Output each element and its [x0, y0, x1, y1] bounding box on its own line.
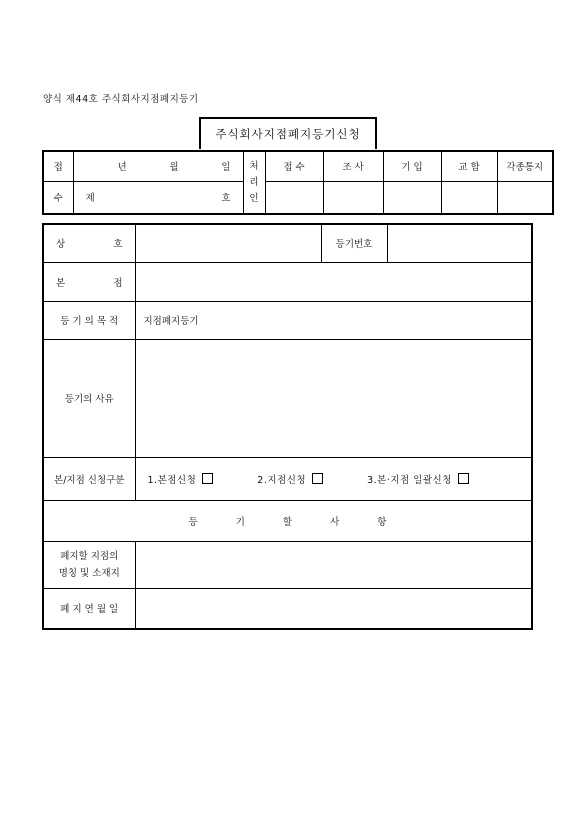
day-label: 일 [221, 162, 231, 174]
receipt-jeop: 접 [43, 151, 73, 181]
option-head-office-label: 1.본점신청 [147, 474, 197, 486]
header-josa: 조 사 [323, 151, 383, 181]
checkbox-branch[interactable] [312, 473, 323, 484]
header-giip: 기 입 [383, 151, 441, 181]
company-name-char-2: 호 [113, 239, 123, 251]
cell-gyohap[interactable] [441, 181, 497, 214]
form-title: 주식회사지점폐지등기신청 [199, 117, 377, 149]
company-name-field[interactable] [135, 224, 321, 262]
cell-josa[interactable] [323, 181, 383, 214]
reason-label: 등기의 사유 [43, 339, 135, 457]
purpose-value[interactable]: 지점폐지등기 [135, 301, 532, 339]
head-office-char-1: 본 [56, 277, 66, 289]
reason-field[interactable] [135, 339, 532, 457]
head-office-char-2: 점 [113, 277, 123, 289]
year-label: 년 [117, 162, 127, 174]
closure-date-label: 폐 지 연 월 일 [43, 588, 135, 629]
receipt-su: 수 [43, 181, 73, 214]
company-name-char-1: 상 [56, 239, 66, 251]
receipt-table [42, 150, 554, 215]
branch-field[interactable] [135, 541, 532, 588]
reg-number-field[interactable] [387, 224, 532, 262]
form-number-label: 양식 제44호 주식회사지점폐지등기 [43, 94, 199, 105]
processor-label [243, 151, 265, 214]
branch-label-line-1: 폐지할 지점의 [60, 550, 119, 562]
cell-jeopsu[interactable] [265, 181, 323, 214]
je-label: 제 [85, 193, 95, 205]
processor-char-2: 리 [249, 176, 259, 188]
head-office-field[interactable] [135, 262, 532, 301]
company-name-label [43, 224, 135, 262]
ho-label: 호 [221, 193, 231, 205]
receipt-number-cell[interactable] [73, 181, 243, 214]
apply-type-options [135, 457, 532, 500]
matters-header: 등기할사항 [43, 500, 532, 541]
cell-notice[interactable] [497, 181, 553, 214]
branch-label-line-2: 명칭 및 소재지 [58, 567, 120, 579]
month-label: 월 [169, 162, 179, 174]
processor-char-3: 인 [249, 192, 259, 204]
receipt-date-cell[interactable] [73, 151, 243, 181]
application-table [42, 223, 533, 630]
header-gyohap: 교 합 [441, 151, 497, 181]
cell-giip[interactable] [383, 181, 441, 214]
checkbox-both[interactable] [458, 473, 469, 484]
branch-label [43, 541, 135, 588]
purpose-label: 등 기 의 목 적 [43, 301, 135, 339]
head-office-label [43, 262, 135, 301]
closure-date-field[interactable] [135, 588, 532, 629]
option-both [367, 472, 469, 486]
apply-type-label: 본/지점 신청구분 [43, 457, 135, 500]
reg-number-label: 등기번호 [321, 224, 387, 262]
checkbox-head-office[interactable] [202, 473, 213, 484]
option-branch-label: 2.지점신청 [257, 474, 307, 486]
header-jeopsu: 접 수 [265, 151, 323, 181]
option-head-office [148, 472, 214, 486]
processor-char-1: 처 [249, 160, 259, 172]
header-notice: 각종통지 [497, 151, 553, 181]
option-branch [257, 472, 323, 486]
option-both-label: 3.본·지점 일괄신청 [367, 474, 452, 486]
